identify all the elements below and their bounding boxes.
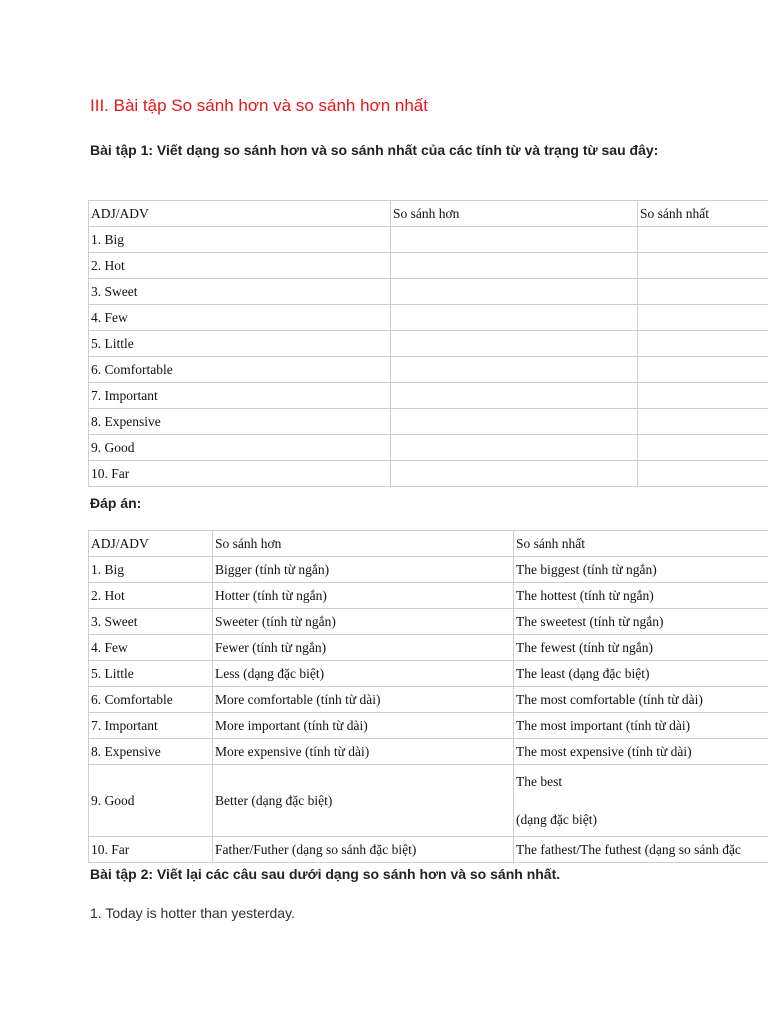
superlative-cell: The most expensive (tính từ dài) [514,739,768,765]
comparative-cell: Fewer (tính từ ngắn) [213,635,514,661]
header-comparative: So sánh hơn [213,531,514,557]
answer-blank-cell [391,357,638,383]
table-row [89,765,768,837]
word-cell: 9. Good [89,435,391,461]
superlative-cell: The sweetest (tính từ ngắn) [514,609,768,635]
superlative-cell: The fewest (tính từ ngắn) [514,635,768,661]
table-row [89,253,768,279]
word-cell: 10. Far [89,837,213,863]
table-row [89,409,768,435]
answer-blank-cell [638,409,768,435]
table-header-row [89,201,768,227]
header-adj-adv: ADJ/ADV [89,531,213,557]
table-header-row [89,531,768,557]
word-cell: 7. Important [89,383,391,409]
superlative-cell [514,765,768,837]
header-superlative: So sánh nhất [638,201,768,227]
answer-blank-cell [638,227,768,253]
answer-key-title: Đáp án: [90,495,142,511]
exercise-1-table [88,200,768,487]
comparative-cell: Bigger (tính từ ngắn) [213,557,514,583]
table-row [89,635,768,661]
comparative-cell: Father/Futher (dạng so sánh đặc biệt) [213,837,514,863]
word-cell: 9. Good [89,765,213,837]
word-cell: 6. Comfortable [89,687,213,713]
word-cell: 1. Big [89,227,391,253]
answer-blank-cell [391,279,638,305]
table-row [89,279,768,305]
superlative-cell: The biggest (tính từ ngắn) [514,557,768,583]
comparative-cell: More comfortable (tính từ dài) [213,687,514,713]
answer-blank-cell [638,279,768,305]
answer-blank-cell [638,305,768,331]
table-row [89,461,768,487]
comparative-cell: Less (dạng đặc biệt) [213,661,514,687]
comparative-cell: Sweeter (tính từ ngắn) [213,609,514,635]
answer-blank-cell [638,435,768,461]
answer-blank-cell [391,331,638,357]
header-superlative: So sánh nhất [514,531,768,557]
answer-blank-cell [391,227,638,253]
answer-blank-cell [638,461,768,487]
superlative-line-1: The best [516,773,563,789]
word-cell: 5. Little [89,331,391,357]
exercise-1-title: Bài tập 1: Viết dạng so sánh hơn và so sánh nhất của các tính từ và trạng từ sau đây: [90,142,659,158]
table-row [89,739,768,765]
answer-blank-cell [638,331,768,357]
exercise-2-sentence-1: 1. Today is hotter than yesterday. [90,905,295,921]
table-row [89,305,768,331]
word-cell: 3. Sweet [89,279,391,305]
table-row [89,687,768,713]
word-cell: 7. Important [89,713,213,739]
answer-key-table [88,530,768,863]
answer-blank-cell [391,305,638,331]
table-row [89,227,768,253]
superlative-cell: The most comfortable (tính từ dài) [514,687,768,713]
table-row [89,661,768,687]
section-title: III. Bài tập So sánh hơn và so sánh hơn nhất [90,96,428,115]
word-cell: 2. Hot [89,583,213,609]
word-cell: 4. Few [89,305,391,331]
table-row [89,435,768,461]
superlative-cell: The fathest/The futhest (dạng so sánh đặc [514,837,768,863]
superlative-cell: The most important (tính từ dài) [514,713,768,739]
answer-blank-cell [638,357,768,383]
comparative-cell: More important (tính từ dài) [213,713,514,739]
table-row [89,383,768,409]
table-row [89,713,768,739]
comparative-cell: Better (dạng đặc biệt) [213,765,514,837]
answer-blank-cell [391,253,638,279]
superlative-cell: The least (dạng đặc biệt) [514,661,768,687]
word-cell: 5. Little [89,661,213,687]
superlative-cell: The hottest (tính từ ngắn) [514,583,768,609]
word-cell: 1. Big [89,557,213,583]
table-row [89,609,768,635]
table-row [89,331,768,357]
word-cell: 8. Expensive [89,739,213,765]
header-comparative: So sánh hơn [391,201,638,227]
table-row [89,557,768,583]
word-cell: 10. Far [89,461,391,487]
table-row [89,357,768,383]
word-cell: 4. Few [89,635,213,661]
exercise-2-title: Bài tập 2: Viết lại các câu sau dưới dạng so sánh hơn và so sánh nhất. [90,866,561,882]
table-row [89,837,768,863]
answer-blank-cell [638,383,768,409]
word-cell: 3. Sweet [89,609,213,635]
answer-blank-cell [391,383,638,409]
superlative-line-2: (dạng đặc biệt) [516,811,597,827]
table-row [89,583,768,609]
word-cell: 8. Expensive [89,409,391,435]
answer-blank-cell [391,435,638,461]
answer-blank-cell [391,461,638,487]
comparative-cell: More expensive (tính từ dài) [213,739,514,765]
answer-blank-cell [391,409,638,435]
word-cell: 2. Hot [89,253,391,279]
answer-blank-cell [638,253,768,279]
word-cell: 6. Comfortable [89,357,391,383]
header-adj-adv: ADJ/ADV [89,201,391,227]
comparative-cell: Hotter (tính từ ngắn) [213,583,514,609]
